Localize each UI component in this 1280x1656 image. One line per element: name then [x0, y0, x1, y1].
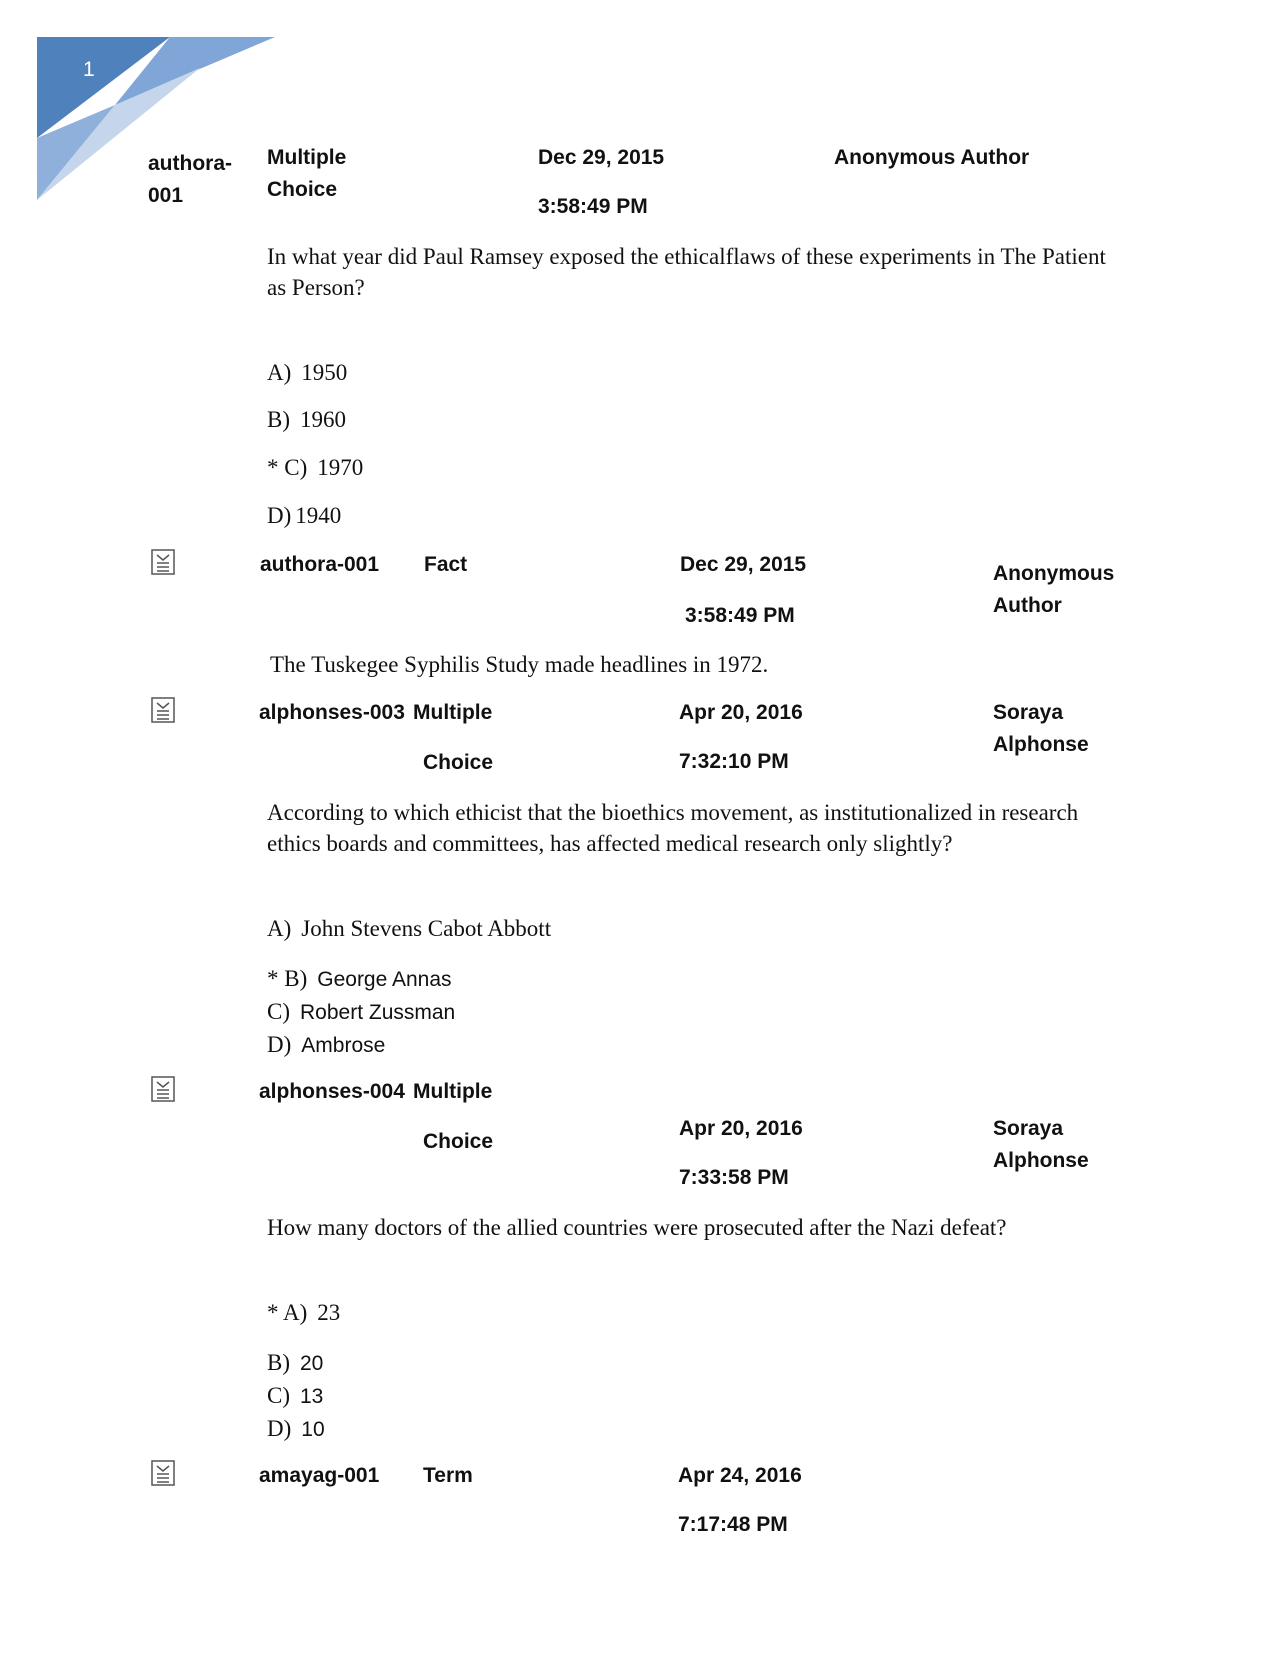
question-type: Multiple: [413, 1080, 493, 1103]
question-id: amayag-001: [259, 1464, 380, 1487]
question-type-cont: Choice: [423, 1130, 494, 1153]
question-id: authora- 001: [148, 152, 232, 207]
question-date: Apr 20, 2016: [679, 1117, 803, 1140]
question-id: authora-001: [260, 553, 380, 576]
question-time: 7:17:48 PM: [678, 1513, 788, 1536]
page-number: 1: [83, 58, 95, 81]
answer-option: D) 1940: [267, 503, 342, 528]
answer-option: B) 1960: [267, 407, 346, 432]
question-time: 3:58:49 PM: [685, 604, 795, 627]
question-type: Multiple Choice: [267, 146, 347, 201]
question-type: Fact: [424, 553, 468, 576]
answer-option: C) 13: [267, 1383, 324, 1408]
question-type: Term: [423, 1464, 473, 1487]
question-time: 7:33:58 PM: [679, 1166, 789, 1189]
question-id: alphonses-004: [259, 1080, 405, 1103]
question-date: Apr 24, 2016: [678, 1464, 802, 1487]
answer-option: D) Ambrose: [267, 1032, 386, 1057]
question-item-icon: [151, 1460, 175, 1486]
question-text: According to which ethicist that the bioethics movement, as institutionalized in research ethics boards and committees, has affected medical research only slightly?: [267, 800, 1079, 856]
question-type: Multiple: [413, 701, 493, 724]
question-item-icon: [151, 697, 175, 723]
question-author: Anonymous Author: [834, 146, 1030, 169]
question-time: 3:58:49 PM: [538, 195, 648, 218]
question-time: 7:32:10 PM: [679, 750, 789, 773]
answer-option-correct: * B) George Annas: [267, 966, 452, 991]
answer-option-correct: * A) 23: [267, 1300, 341, 1325]
question-item-icon: [151, 549, 175, 575]
question-date: Dec 29, 2015: [538, 146, 665, 169]
answer-option-correct: * C) 1970: [267, 455, 364, 480]
question-author: Anonymous Author: [993, 562, 1115, 617]
question-id: alphonses-003: [259, 701, 405, 724]
answer-option: A) 1950: [267, 360, 348, 385]
answer-option: C) Robert Zussman: [267, 999, 456, 1024]
question-type-cont: Choice: [423, 751, 494, 774]
question-author: Soraya Alphonse: [993, 701, 1089, 756]
question-date: Dec 29, 2015: [680, 553, 807, 576]
answer-option: A) John Stevens Cabot Abbott: [267, 916, 552, 941]
question-item-icon: [151, 1076, 175, 1102]
question-author: Soraya Alphonse: [993, 1117, 1089, 1172]
answer-option: B) 20: [267, 1350, 324, 1375]
answer-option: D) 10: [267, 1416, 325, 1441]
question-date: Apr 20, 2016: [679, 701, 803, 724]
fact-statement: The Tuskegee Syphilis Study made headlines in 1972.: [270, 652, 769, 677]
question-text: In what year did Paul Ramsey exposed the ethicalflaws of these experiments in The Patient as Person?: [267, 244, 1106, 300]
question-text: How many doctors of the allied countries were prosecuted after the Nazi defeat?: [267, 1215, 1007, 1240]
